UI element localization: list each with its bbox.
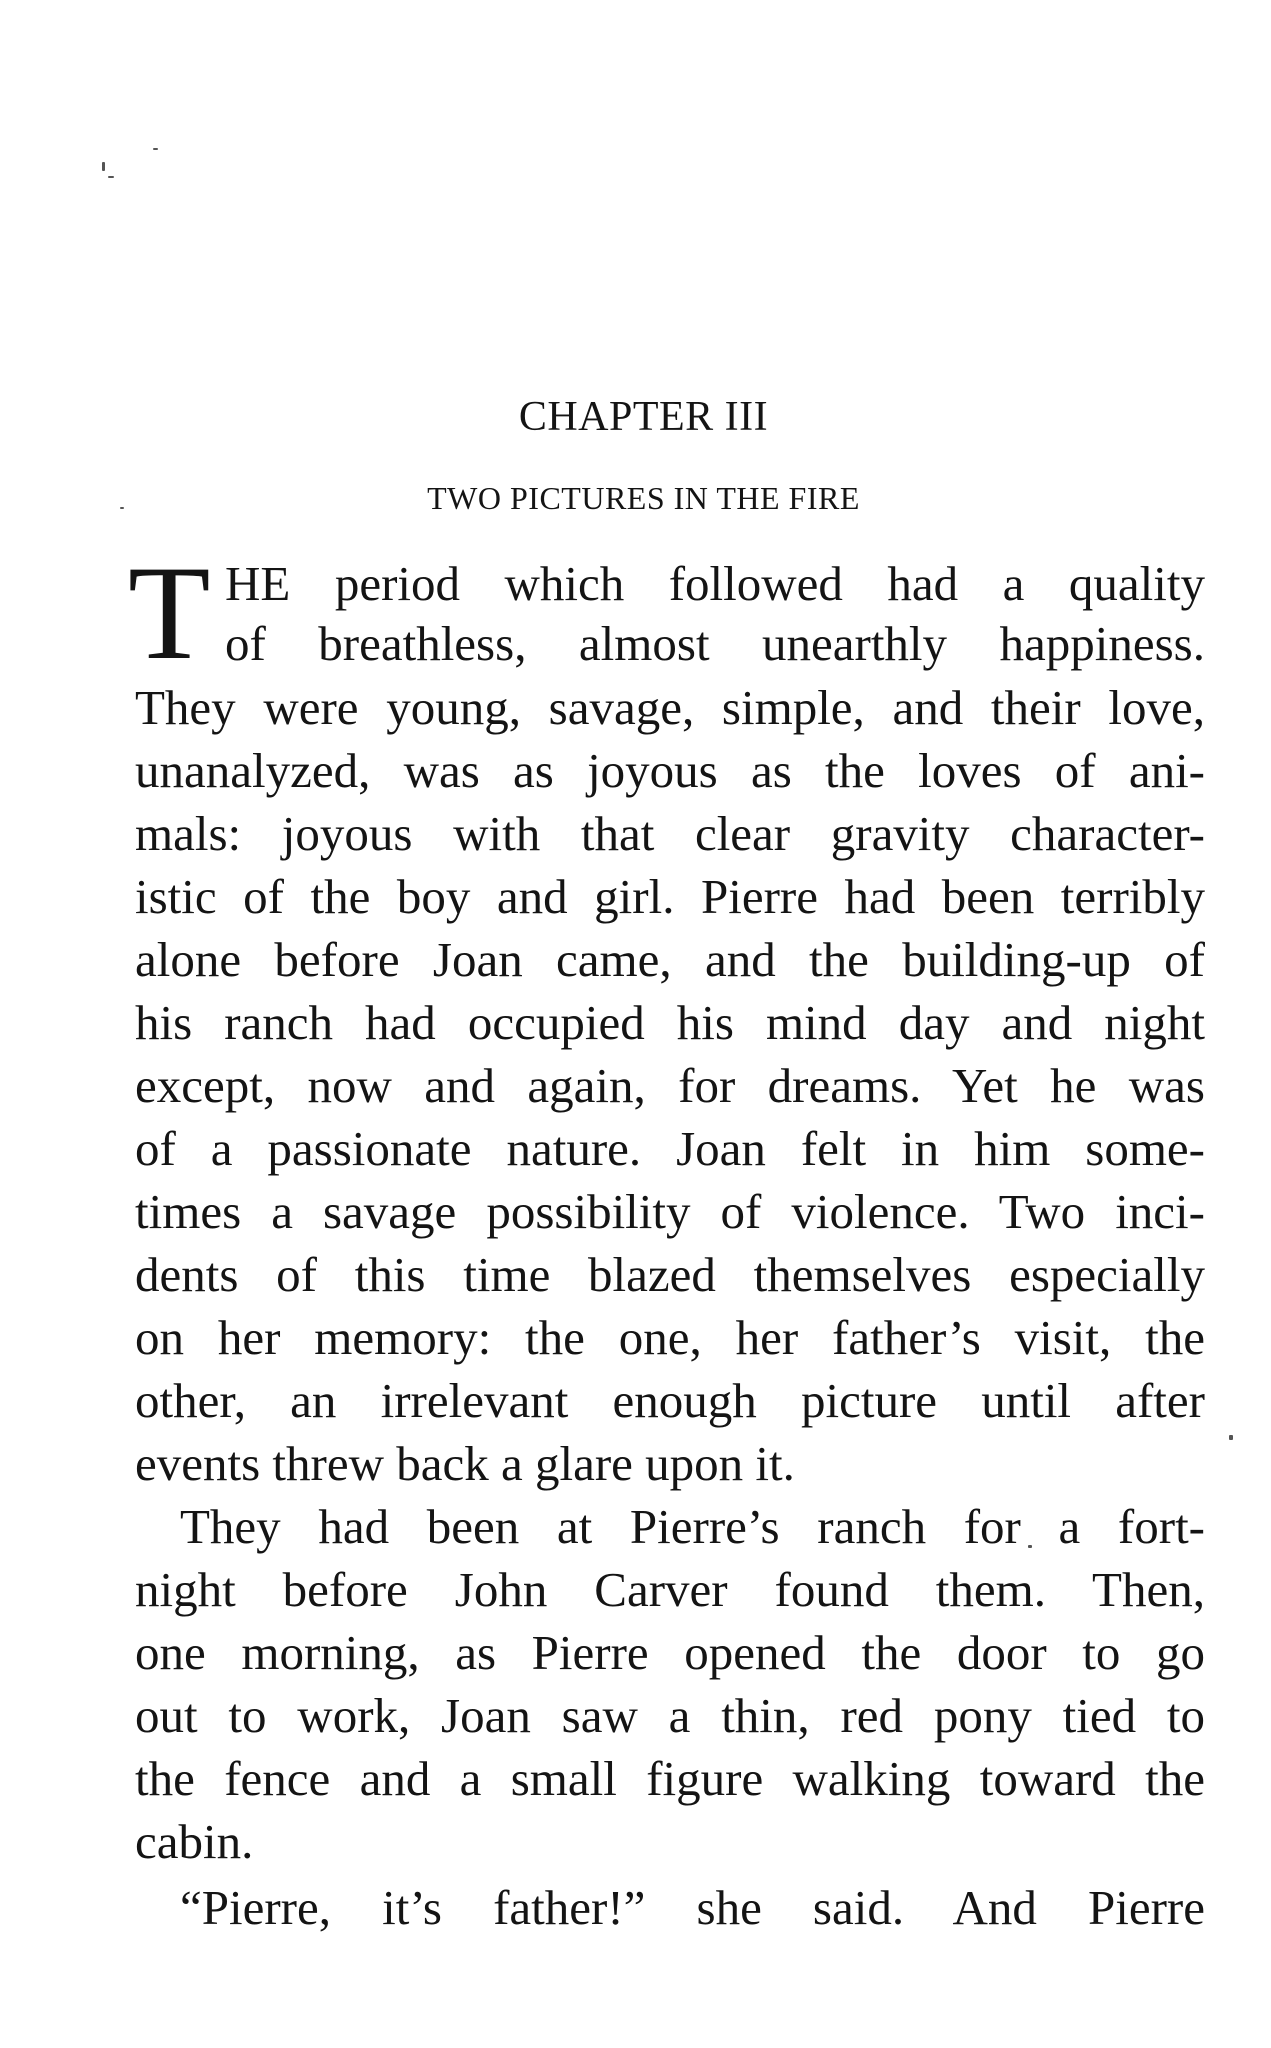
text-line: mals: joyous with that clear gravity character- (135, 806, 1205, 861)
text-line: his ranch had occupied his mind day and night (135, 995, 1205, 1050)
text-line: They had been at Pierre’s ranch for a fort- (180, 1499, 1205, 1554)
drop-cap: T (128, 539, 211, 688)
text-line: on her memory: the one, her father’s visit, the (135, 1310, 1205, 1365)
text-line: unanalyzed, was as joyous as the loves of ani- (135, 743, 1205, 798)
text-line: They were young, savage, simple, and their love, (135, 680, 1205, 735)
text-line: other, an irrelevant enough picture until after (135, 1373, 1205, 1428)
text-line: events threw back a glare upon it. (135, 1436, 795, 1491)
text-line: the fence and a small figure walking toward the (135, 1751, 1205, 1806)
text-line: out to work, Joan saw a thin, red pony tied to (135, 1688, 1205, 1743)
text-line: alone before Joan came, and the building-up of (135, 932, 1205, 987)
chapter-number: CHAPTER III (518, 394, 769, 440)
text-line: one morning, as Pierre opened the door to go (135, 1625, 1205, 1680)
text-line: HE period which followed had a quality (225, 556, 1205, 611)
text-line: night before John Carver found them. Then, (135, 1562, 1205, 1617)
text-line: of breathless, almost unearthly happiness. (225, 616, 1205, 671)
text-line: of a passionate nature. Joan felt in him some- (135, 1121, 1205, 1176)
chapter-title: TWO PICTURES IN THE FIRE (427, 480, 860, 516)
print-speck (108, 176, 114, 178)
text-line: “Pierre, it’s father!” she said. And Pierre (180, 1880, 1205, 1935)
print-speck (1229, 1435, 1233, 1440)
text-line: except, now and again, for dreams. Yet he was (135, 1058, 1205, 1113)
text-line: istic of the boy and girl. Pierre had been terribly (135, 869, 1205, 924)
text-line: cabin. (135, 1814, 254, 1869)
text-line: dents of this time blazed themselves especially (135, 1247, 1205, 1302)
print-speck (153, 148, 158, 150)
print-speck (102, 162, 105, 171)
text-line: times a savage possibility of violence. Two inci- (135, 1184, 1205, 1239)
